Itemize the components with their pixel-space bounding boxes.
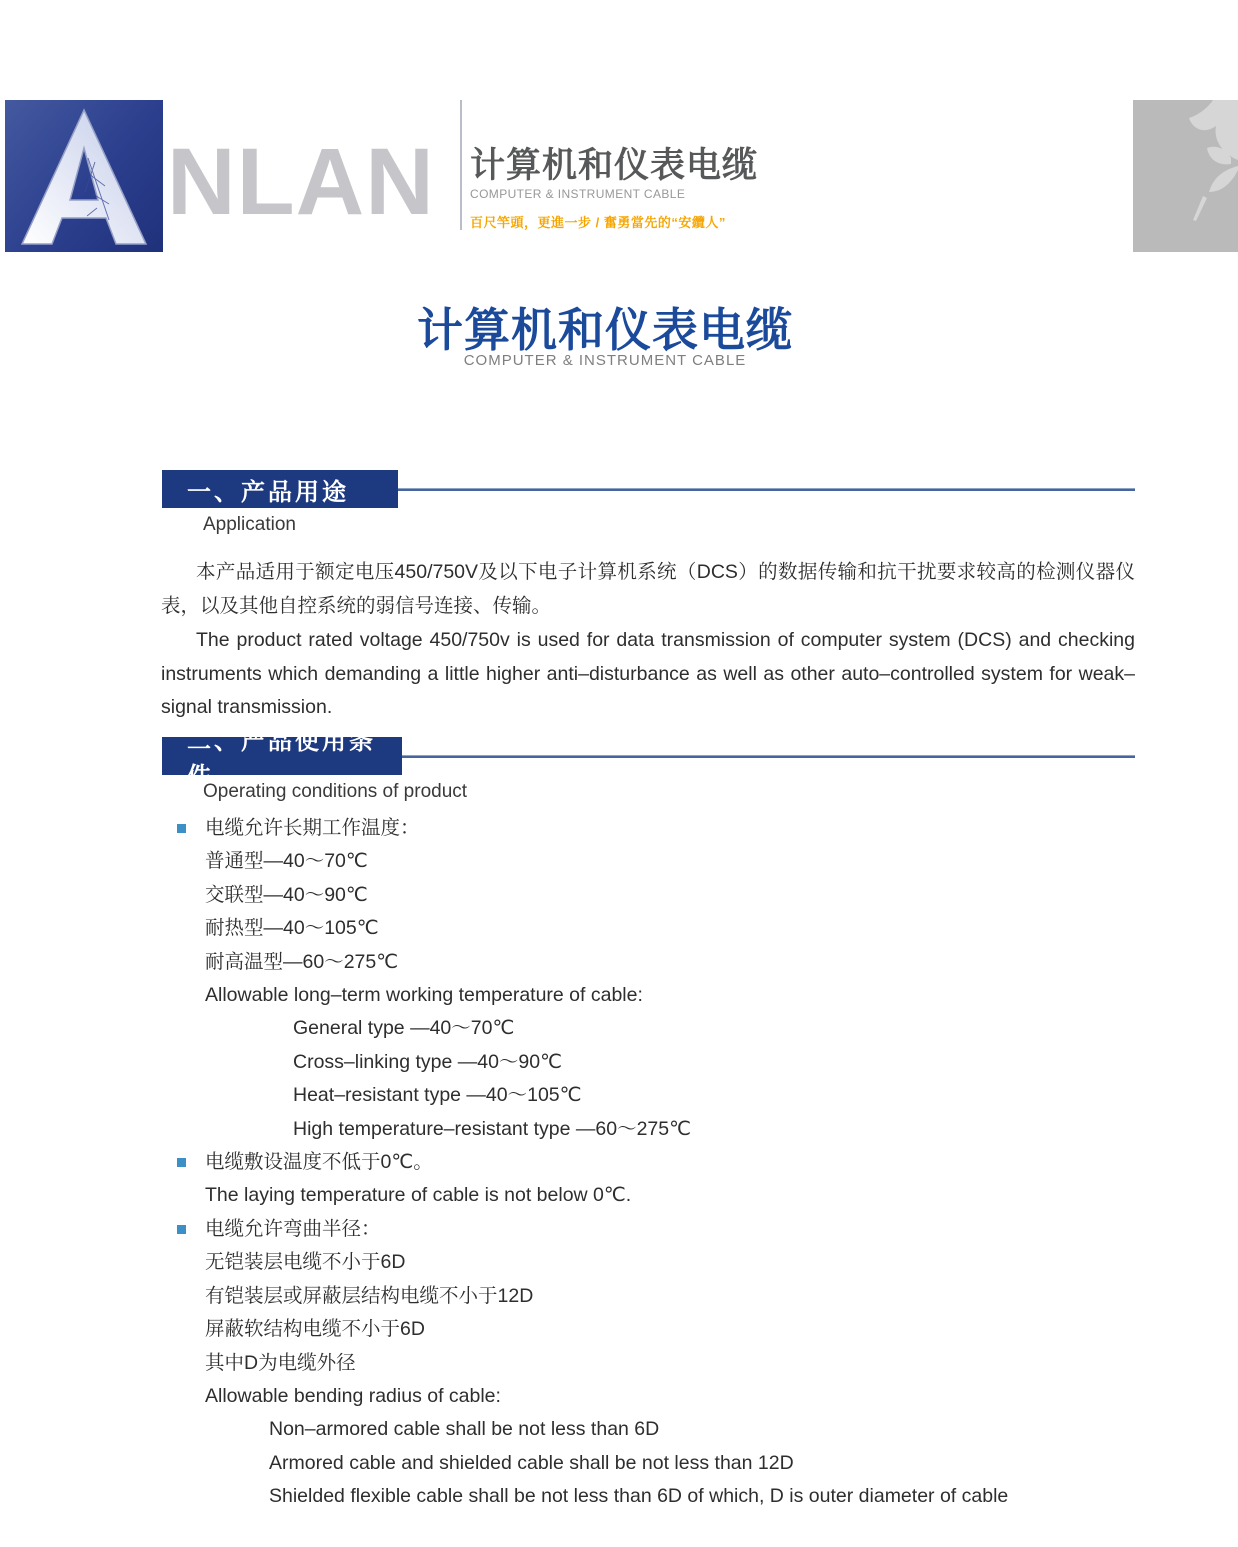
condition-text: 电缆敷设温度不低于0℃。	[205, 1151, 433, 1174]
condition-text: 电缆允许弯曲半径：	[205, 1217, 381, 1240]
condition-text: 电缆允许长期工作温度：	[205, 817, 420, 839]
header-category	[470, 146, 758, 231]
conditions-list	[205, 812, 1145, 1514]
condition-text: 其中D为电缆外径	[205, 1351, 356, 1374]
condition-text: 耐高温型—60～275℃	[205, 950, 399, 973]
condition-line	[205, 1012, 1145, 1045]
operating-conditions-label: Operating conditions of product	[203, 781, 468, 802]
condition-text: 无铠装层电缆不小于6D	[205, 1251, 406, 1274]
header-divider	[460, 100, 462, 230]
condition-text: 普通型—40～70℃	[205, 850, 368, 873]
section-heading-rule	[398, 488, 1135, 491]
condition-text: Allowable bending radius of cable:	[205, 1384, 501, 1407]
condition-text: The laying temperature of cable is not below 0℃.	[205, 1184, 632, 1207]
application-paragraph-cn: 本产品适用于额定电压450/750V及以下电子计算机系统（DCS）的数据传输和抗干扰要求较高的检测仪器仪表，以及其他自控系统的弱信号连接、传输。	[161, 561, 1135, 617]
page-title: 计算机和仪表电缆	[417, 304, 793, 356]
condition-text: Shielded flexible cable shall be not less than 6D of which, D is outer diameter of cable	[269, 1485, 1009, 1508]
condition-text: 耐热型—40～105℃	[205, 917, 379, 940]
condition-line	[205, 812, 1145, 845]
condition-line	[205, 1179, 1145, 1212]
section-heading-conditions	[162, 728, 1135, 790]
condition-line	[205, 946, 1145, 979]
page-subtitle: COMPUTER & INSTRUMENT CABLE	[463, 352, 747, 369]
section-heading-box: 一、产品用途	[162, 470, 398, 508]
application-label: Application	[203, 514, 296, 535]
condition-line	[205, 1246, 1145, 1279]
condition-line	[205, 1280, 1145, 1313]
condition-text: 交联型—40～90℃	[205, 883, 368, 906]
condition-line	[205, 1046, 1145, 1079]
condition-line	[205, 979, 1145, 1012]
corner-photo	[1133, 100, 1238, 252]
condition-text: General type —40～70℃	[293, 1017, 515, 1040]
condition-line	[205, 912, 1145, 945]
section-heading-box: 二、产品使用条件	[162, 737, 402, 775]
condition-line	[205, 1213, 1145, 1246]
condition-line	[205, 1380, 1145, 1413]
section-heading-application	[162, 470, 1135, 508]
condition-text: 屏蔽软结构电缆不小于6D	[205, 1318, 425, 1341]
condition-text: High temperature–resistant type —60～275℃	[293, 1117, 692, 1140]
condition-line	[205, 1480, 1145, 1513]
header-category-title-en: COMPUTER & INSTRUMENT CABLE	[470, 187, 686, 202]
condition-line	[205, 1447, 1145, 1480]
condition-line	[205, 1113, 1145, 1146]
condition-line	[205, 879, 1145, 912]
anlan-logo	[5, 100, 435, 252]
condition-text: Non–armored cable shall be not less than 6D	[269, 1418, 660, 1441]
leaf-icon	[1133, 100, 1238, 252]
logo-letter-a-block	[5, 100, 163, 252]
condition-line	[205, 845, 1145, 878]
condition-text: 有铠装层或屏蔽层结构电缆不小于12D	[205, 1284, 534, 1307]
application-paragraph-en: The product rated voltage 450/750v is used for data transmission of computer system (DCS) and checking instruments which demanding a little higher anti–disturbance as well as other auto–controlled system for weak–signal transmission.	[161, 629, 1135, 718]
logo-text-nlan: NLAN	[167, 129, 435, 235]
condition-line	[205, 1313, 1145, 1346]
condition-text: Heat–resistant type —40～105℃	[293, 1084, 582, 1107]
header-slogan: 百尺竿頭，更進一步 / 奮勇當先的“安纜人”	[470, 215, 726, 231]
header-category-title-cn: 计算机和仪表电缆	[470, 146, 759, 185]
condition-line	[205, 1413, 1145, 1446]
condition-line	[205, 1347, 1145, 1380]
condition-text: Allowable long–term working temperature of cable:	[205, 984, 643, 1007]
condition-text: Armored cable and shielded cable shall be not less than 12D	[269, 1451, 794, 1474]
section-heading-rule	[402, 755, 1135, 758]
logo-letter-a-icon	[5, 100, 163, 252]
condition-text: Cross–linking type —40～90℃	[293, 1050, 563, 1073]
condition-line	[205, 1079, 1145, 1112]
condition-line	[205, 1146, 1145, 1179]
